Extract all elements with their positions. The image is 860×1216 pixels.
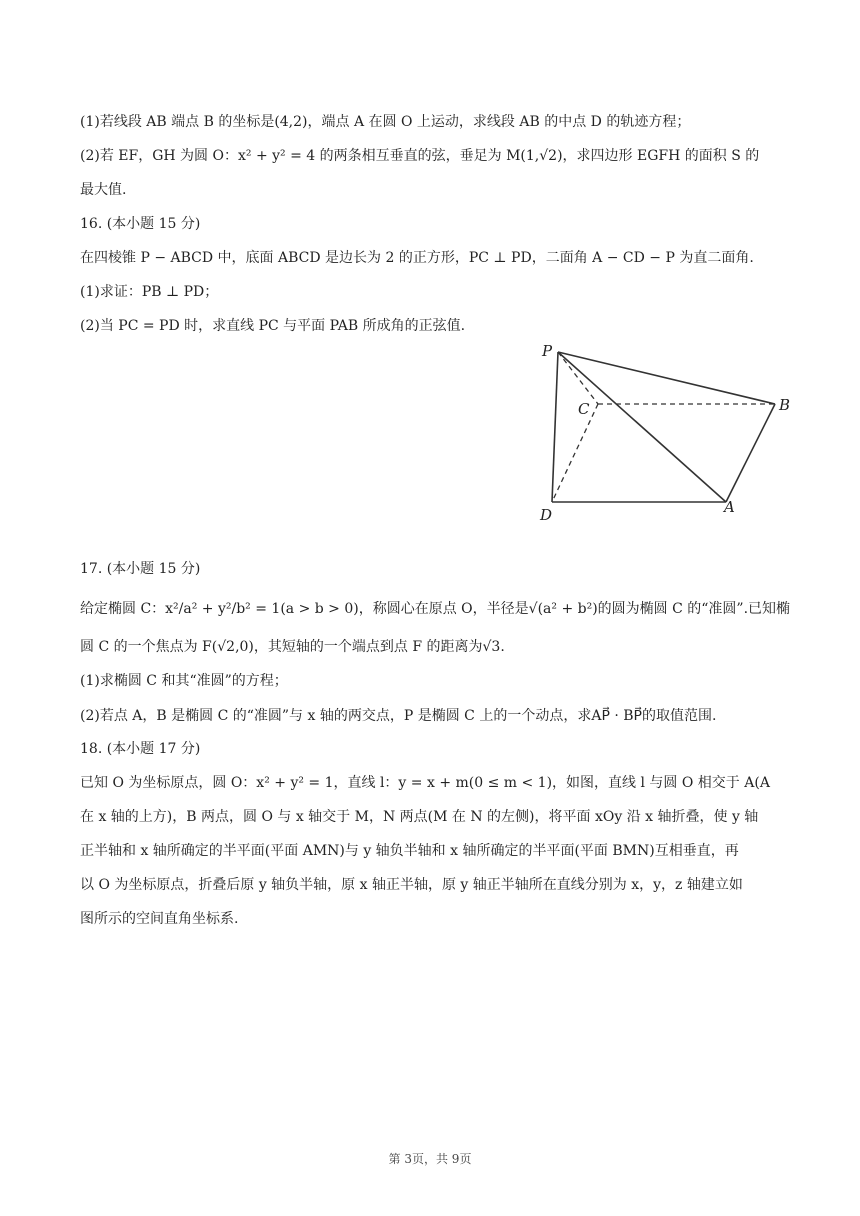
label-B: B: [779, 396, 791, 414]
label-C: C: [578, 400, 590, 418]
edge-AB: [726, 404, 775, 502]
problem15-part2-line2: 最大值.: [80, 182, 127, 198]
label-D: D: [540, 506, 553, 524]
edge-CD-hidden: [552, 404, 598, 502]
problem18-header: 18. (本小题 17 分): [80, 741, 201, 757]
problem18-line3: 正半轴和 x 轴所确定的半平面(平面 AMN)与 y 轴负半轴和 x 轴所确定的半平面(平面 BMN)互相垂直，再: [80, 843, 739, 859]
problem15-part2-line1: (2)若 EF，GH 为圆 O：x² + y² = 4 的两条相互垂直的弦，垂足为 M(1,√2)，求四边形 EGFH 的面积 S 的: [80, 148, 760, 164]
edge-PD: [552, 352, 558, 502]
problem18-line2: 在 x 轴的上方)，B 两点，圆 O 与 x 轴交于 M，N 两点(M 在 N 的左侧)，将平面 xOy 沿 x 轴折叠，使 y 轴: [80, 809, 759, 825]
problem17-header: 17. (本小题 15 分): [80, 561, 201, 577]
page-footer: 第 3页，共 9页: [388, 1152, 472, 1166]
problem16-part2: (2)当 PC = PD 时，求直线 PC 与平面 PAB 所成角的正弦值.: [80, 318, 466, 334]
problem16-part1: (1)求证：PB ⊥ PD；: [80, 284, 219, 300]
problem17-part1: (1)求椭圆 C 和其“准圆”的方程；: [80, 673, 288, 689]
label-A: A: [724, 498, 735, 516]
problem15-part1: (1)若线段 AB 端点 B 的坐标是(4,2)，端点 A 在圆 O 上运动，求线段 AB 的中点 D 的轨迹方程；: [80, 114, 691, 130]
problem17-stem-line1: 给定椭圆 C：x²/a² + y²/b² = 1(a > b > 0)，称圆心在原点 O，半径是√(a² + b²)的圆为椭圆 C 的“准圆”.已知椭: [80, 601, 791, 617]
edge-PA: [558, 352, 726, 502]
problem16-stem: 在四棱锥 P − ABCD 中，底面 ABCD 是边长为 2 的正方形，PC ⊥ PD，二面角 A − CD − P 为直二面角.: [80, 250, 754, 266]
problem18-line4: 以 O 为坐标原点，折叠后原 y 轴负半轴，原 x 轴正半轴，原 y 轴正半轴所在直线分别为 x，y，z 轴建立如: [80, 877, 743, 893]
problem17-part2: (2)若点 A，B 是椭圆 C 的“准圆”与 x 轴的两交点，P 是椭圆 C 上的一个动点，求AP⃗ · BP⃗的取值范围.: [80, 708, 717, 724]
problem17-stem-line2: 圆 C 的一个焦点为 F(√2,0)，其短轴的一个端点到点 F 的距离为√3.: [80, 639, 505, 655]
label-P: P: [542, 342, 553, 360]
problem16-header: 16. (本小题 15 分): [80, 216, 201, 232]
problem18-line5: 图所示的空间直角坐标系.: [80, 911, 239, 927]
pyramid-figure: [530, 336, 800, 526]
problem18-line1: 已知 O 为坐标原点，圆 O：x² + y² = 1，直线 l：y = x + m(0 ≤ m < 1)，如图，直线 l 与圆 O 相交于 A(A: [80, 775, 770, 791]
edge-PB: [558, 352, 775, 404]
